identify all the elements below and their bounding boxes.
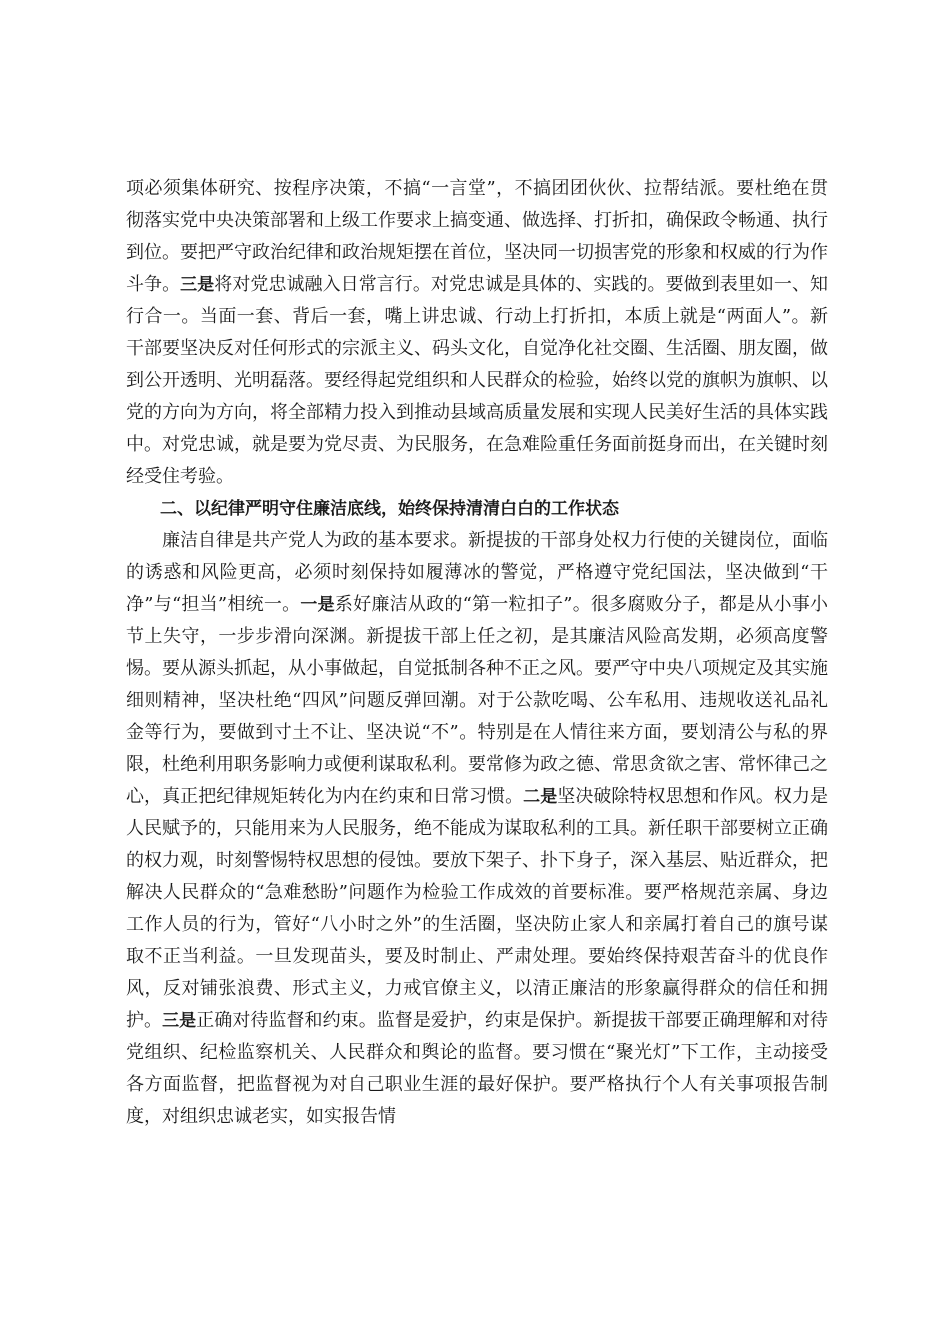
paragraph-integrity [126, 525, 828, 1133]
text-run: 坚决破除特权思想和作风。权力是人民赋予的，只能用来为人民服务，绝不能成为谋取私利的工具。新任职干部要树立正确的权力观，时刻警惕特权思想的侵蚀。要放下架子、扑下身子，深入基层、贴近群众，把解决人民群众的“急难愁盼”问题作为检验工作成效的首要标准。要严格规范亲属、身边工作人员的行为，管好“八小时之外”的生活圈，坚决防止家人和亲属打着自己的旗号谋取不正当利益。一旦发现苗头，要及时制止、严肃处理。要始终保持艰苦奋斗的优良作风，反对铺张浪费、形式主义，力戒官僚主义，以清正廉洁的形象赢得群众的信任和拥护。 [126, 786, 829, 1031]
document-page [126, 173, 828, 1133]
text-run: 系好廉洁从政的“第一粒扣子”。很多腐败分子，都是从小事小节上失守，一步步滑向深渊。新提拔干部上任之初，是其廉洁风险高发期，必须高度警惕。要从源头抓起，从小事做起，自觉抵制各种不正之风。要严守中央八项规定及其实施细则精神，坚决杜绝“四风”问题反弹回潮。对于公款吃喝、公车私用、违规收送礼品礼金等行为，要做到寸土不让、坚决说“不”。特别是在人情往来方面，要划清公与私的界限，杜绝利用职务影响力或便利谋取私利。要常修为政之德、常思贪欲之害、常怀律己之心，真正把纪律规矩转化为内在约束和日常习惯。 [126, 594, 829, 807]
paragraph-loyalty-continued [126, 173, 828, 493]
keyword-two: 二是 [523, 787, 558, 807]
keyword-one: 一是 [300, 595, 335, 615]
text-run: 正确对待监督和约束。监督是爱护，约束是保护。新提拔干部要正确理解和对待党组织、纪检监察机关、人民群众和舆论的监督。要习惯在“聚光灯”下工作，主动接受各方面监督，把监督视为对自己职业生涯的最好保护。要严格执行个人有关事项报告制度，对组织忠诚老实，如实报告情 [126, 1010, 829, 1127]
text-run: 将对党忠诚融入日常言行。对党忠诚是具体的、实践的。要做到表里如一、知行合一。当面一套、背后一套，嘴上讲忠诚、行动上打折扣，本质上就是“两面人”。新干部要坚决反对任何形式的宗派主义、码头文化，自觉净化社交圈、生活圈、朋友圈，做到公开透明、光明磊落。要经得起党组织和人民群众的检验，始终以党的旗帜为旗帜、以党的方向为方向，将全部精力投入到推动县域高质量发展和实现人民美好生活的具体实践中。对党忠诚，就是要为党尽责、为民服务，在急难险重任务面前挺身而出，在关键时刻经受住考验。 [126, 274, 829, 487]
text-run: 廉洁自律是共产党人为政的基本要求。新提拔的干部身处权力行使的关键岗位，面临的诱惑和风险更高，必须时刻保持如履薄冰的警觉，严格遵守党纪国法，坚决做到“干净”与“担当”相统一。 [126, 530, 828, 615]
section-heading-two: 二、以纪律严明守住廉洁底线，始终保持清清白白的工作状态 [160, 499, 619, 519]
keyword-three: 三是 [180, 275, 215, 295]
keyword-three: 三是 [162, 1011, 197, 1031]
text-run: 项必须集体研究、按程序决策，不搞“一言堂”，不搞团团伙伙、拉帮结派。要杜绝在贯彻落实党中央决策部署和上级工作要求上搞变通、做选择、打折扣，确保政令畅通、执行到位。要把严守政治纪律和政治规矩摆在首位，坚决同一切损害党的形象和权威的行为作斗争。 [126, 178, 828, 295]
